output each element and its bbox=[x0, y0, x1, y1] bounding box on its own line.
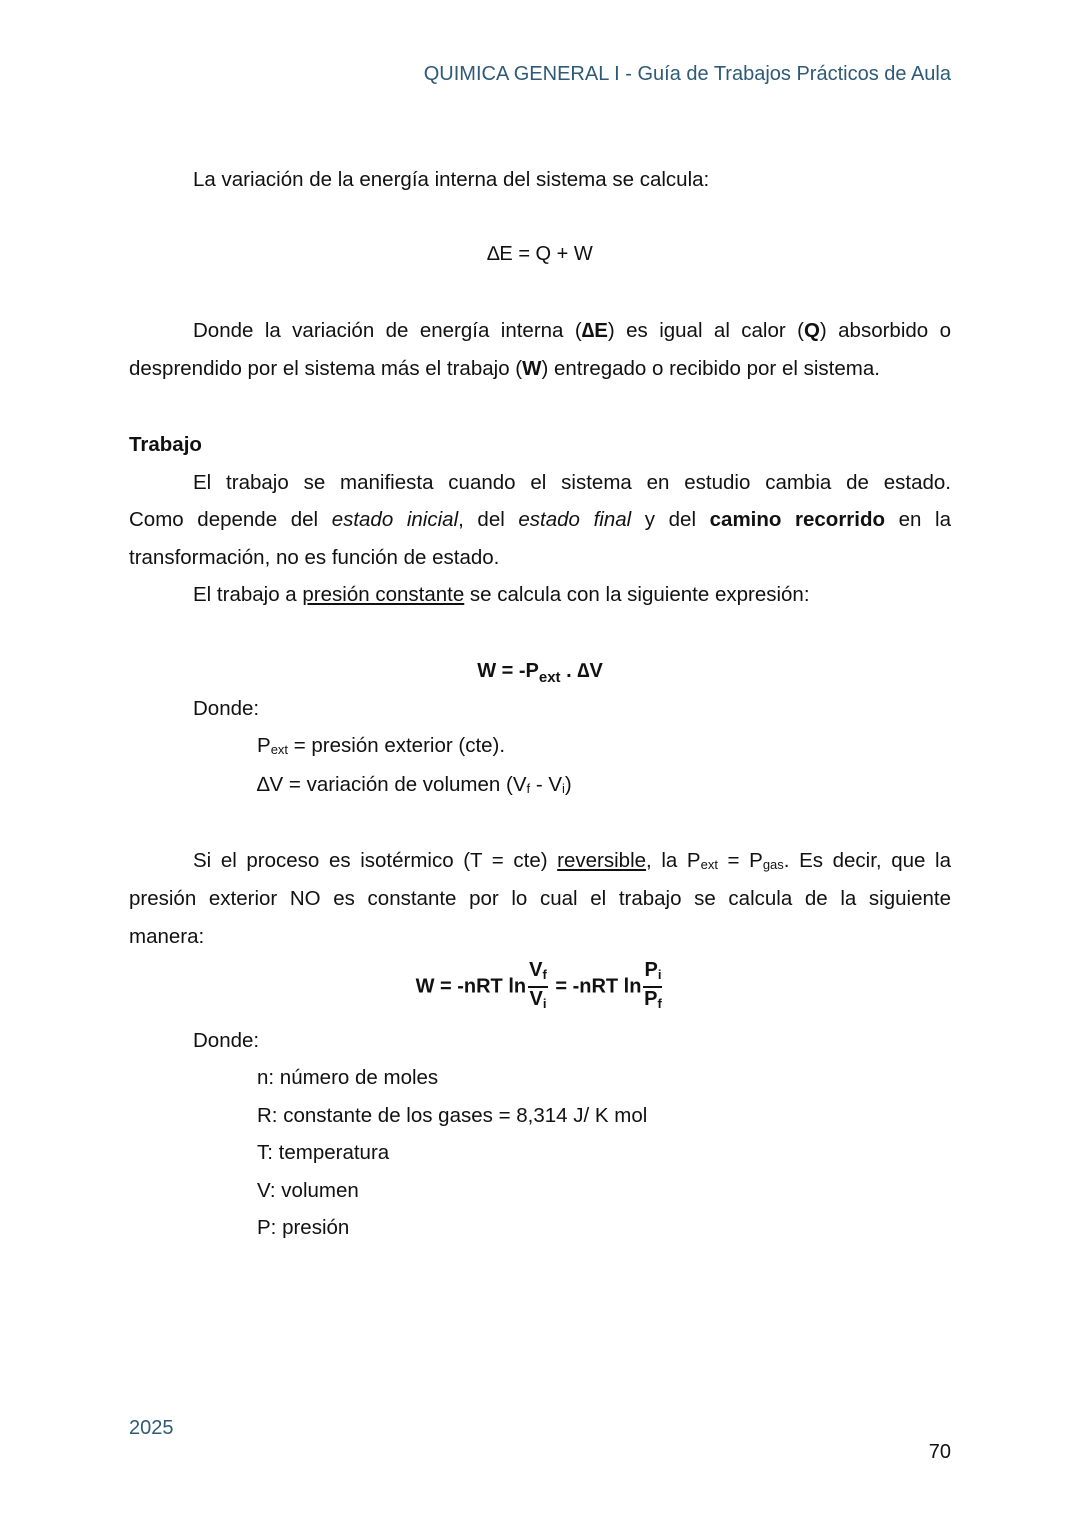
text: ) es igual al calor ( bbox=[607, 319, 804, 342]
subscript-i: i bbox=[657, 967, 662, 982]
numerator bbox=[643, 960, 662, 988]
definition-p: P: presión bbox=[257, 1216, 350, 1239]
symbol-p: P bbox=[644, 959, 658, 981]
page-number: 70 bbox=[928, 1441, 951, 1463]
formula-lhs: W = -P bbox=[477, 660, 539, 682]
subscript-ext: ext bbox=[700, 857, 718, 872]
denominator bbox=[644, 988, 662, 1014]
subscript-f: f bbox=[542, 967, 547, 982]
definition-n: n: número de moles bbox=[257, 1066, 439, 1089]
text: ∆V = variación de volumen (V bbox=[257, 773, 527, 796]
work-constant-pressure-formula bbox=[0, 652, 1080, 697]
formula-lhs: W = -nRT ln bbox=[415, 975, 527, 998]
subscript-f: f bbox=[657, 996, 662, 1011]
running-header-title: QUIMICA GENERAL I - Guía de Trabajos Prácticos de Aula bbox=[423, 63, 951, 85]
symbol-v: V bbox=[529, 959, 543, 981]
definition-t: T: temperatura bbox=[257, 1141, 390, 1164]
text: ) entregado o recibido por el sistema. bbox=[541, 357, 880, 380]
bold-q: Q bbox=[803, 319, 820, 342]
italic-estado-inicial: estado inicial bbox=[331, 508, 459, 531]
text: El trabajo se manifiesta cuando el sistema en estudio cambia de estado. bbox=[193, 471, 951, 494]
italic-estado-final: estado final bbox=[518, 508, 632, 531]
text: . Es decir, que la bbox=[783, 849, 951, 872]
denominator bbox=[529, 988, 546, 1014]
paragraph-constant-pressure bbox=[193, 576, 810, 614]
text: ) absorbido o bbox=[819, 319, 951, 342]
donde-label-1: Donde: bbox=[193, 697, 260, 720]
bold-camino-recorrido: camino recorrido bbox=[709, 508, 886, 531]
paragraph-energy-definition bbox=[129, 312, 951, 350]
text: = P bbox=[717, 849, 763, 872]
text: en la bbox=[885, 508, 952, 531]
formula-mid: = -nRT ln bbox=[549, 975, 642, 998]
text: Como depende del bbox=[129, 508, 332, 531]
text: Donde la variación de energía interna ( bbox=[193, 319, 582, 342]
subscript-gas: gas bbox=[762, 857, 784, 872]
intro-text: La variación de la energía interna del sistema se calcula: bbox=[193, 168, 710, 191]
text: desprendido por el sistema más el trabajo ( bbox=[129, 357, 523, 380]
paragraph-work-line3: transformación, no es función de estado. bbox=[129, 546, 500, 569]
energy-formula: ∆E = Q + W bbox=[487, 243, 593, 265]
subscript-i: i bbox=[562, 781, 565, 796]
subscript-i: i bbox=[542, 996, 547, 1011]
subscript-f: f bbox=[526, 781, 531, 796]
text: , del bbox=[458, 508, 519, 531]
paragraph-work-line2 bbox=[129, 501, 951, 539]
fraction-vf-vi bbox=[528, 960, 548, 1014]
donde-label-2: Donde: bbox=[193, 1029, 260, 1052]
formula-rhs: . ∆V bbox=[560, 660, 603, 682]
paragraph-isothermal-line2: presión exterior NO es constante por lo cual el trabajo se calcula de la siguiente bbox=[129, 887, 951, 910]
definition-pext bbox=[257, 727, 505, 769]
underlined-presion-constante: presión constante bbox=[302, 583, 465, 606]
text: se calcula con la siguiente expresión: bbox=[464, 583, 810, 606]
symbol-p: P bbox=[257, 734, 271, 757]
text: = presión exterior (cte). bbox=[288, 734, 506, 757]
definition-r: R: constante de los gases = 8,314 J/ K mol bbox=[257, 1104, 648, 1127]
paragraph-energy-definition-line2 bbox=[129, 350, 880, 388]
text: , la P bbox=[646, 849, 701, 872]
text: ) bbox=[564, 773, 572, 796]
footer-year: 2025 bbox=[129, 1417, 174, 1439]
symbol-v: V bbox=[529, 988, 543, 1010]
subscript-ext: ext bbox=[270, 742, 289, 757]
paragraph-work-line1 bbox=[129, 464, 951, 502]
symbol-p: P bbox=[644, 988, 658, 1010]
text: El trabajo a bbox=[193, 583, 303, 606]
bold-delta-e: ∆E bbox=[581, 319, 608, 342]
paragraph-isothermal-line1 bbox=[129, 842, 951, 884]
text: Si el proceso es isotérmico (T = cte) bbox=[193, 849, 558, 872]
bold-w: W bbox=[522, 357, 542, 380]
work-isothermal-formula bbox=[0, 960, 1080, 1014]
underlined-reversible: reversible bbox=[557, 849, 647, 872]
paragraph-isothermal-line3: manera: bbox=[129, 925, 205, 948]
definition-delta-v bbox=[257, 766, 572, 808]
subscript-ext: ext bbox=[538, 669, 561, 686]
text: y del bbox=[631, 508, 710, 531]
numerator bbox=[528, 960, 548, 988]
section-heading-trabajo: Trabajo bbox=[129, 433, 202, 456]
definition-v: V: volumen bbox=[257, 1179, 359, 1202]
text: - V bbox=[530, 773, 563, 796]
fraction-pi-pf bbox=[643, 960, 662, 1014]
